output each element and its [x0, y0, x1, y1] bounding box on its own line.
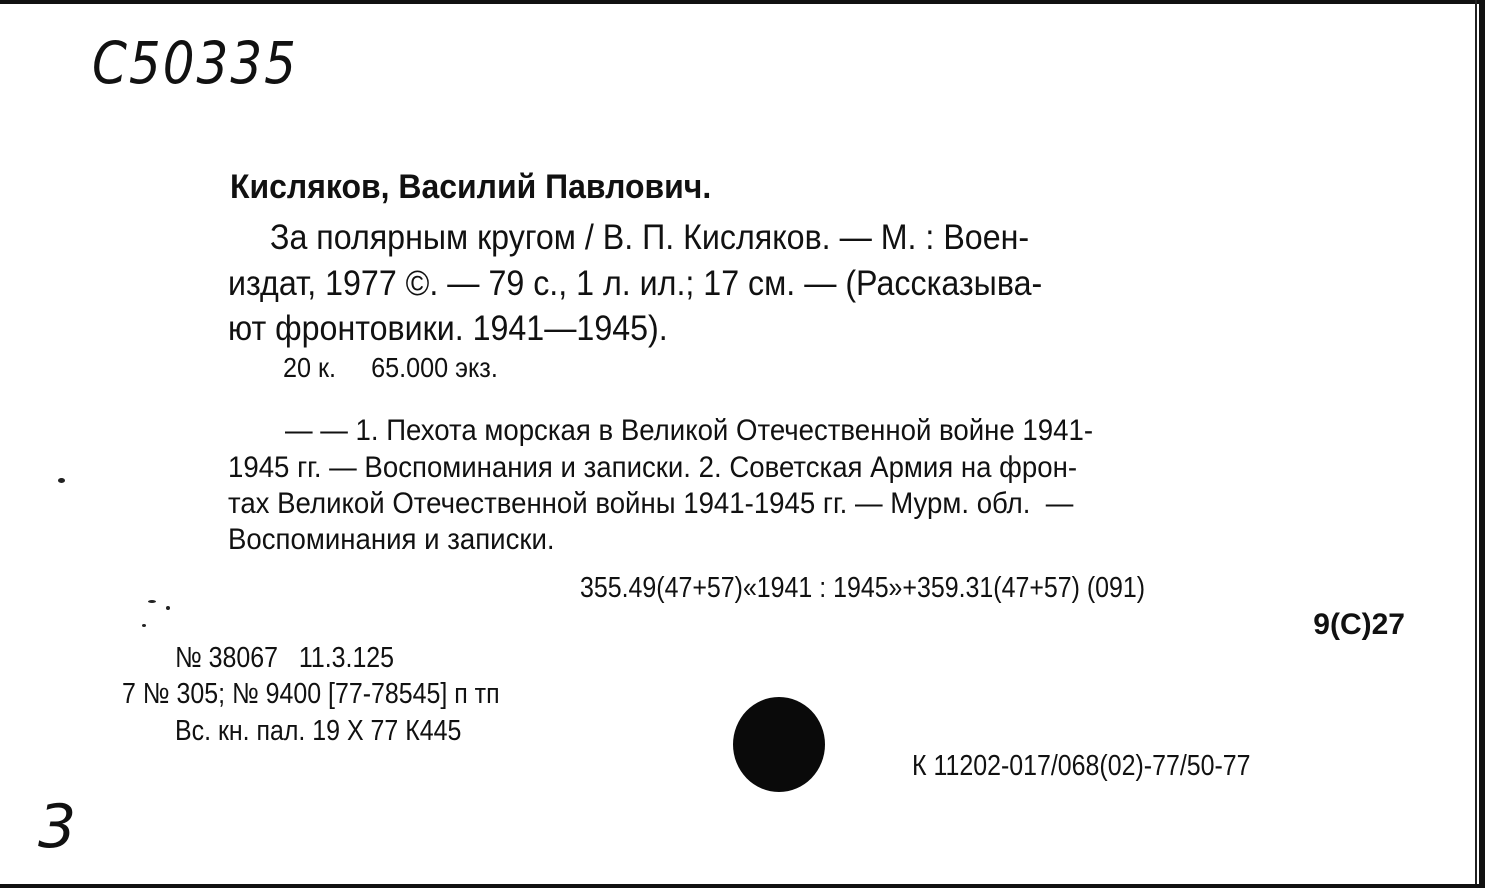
- subject-line-2: 1945 гг. — Воспоминания и записки. 2. Советская Армия на фрон-: [228, 451, 1078, 484]
- registry-line-2: 7 № 305; № 9400 [77-78545] п тп: [122, 678, 500, 710]
- pencil-mark: 3: [38, 792, 77, 862]
- card-inner-rule: [1475, 0, 1477, 888]
- price-and-print-run: 20 к. 65.000 экз.: [283, 352, 498, 383]
- description-line-2: издат, 1977 ©. — 79 с., 1 л. ил.; 17 см. — (Рассказыва-: [228, 264, 1043, 303]
- handwritten-shelf-code: C50335: [92, 30, 298, 97]
- subject-line-4: Воспоминания и записки.: [228, 523, 555, 556]
- ink-speck: [148, 600, 156, 603]
- ink-speck: [142, 624, 146, 627]
- author-heading: Кисляков, Василий Павлович.: [230, 168, 712, 206]
- card-punch-hole: [733, 697, 825, 792]
- card-bottom-edge: [0, 884, 1485, 888]
- description-line-1: За полярным кругом / В. П. Кисляков. — М. : Воен-: [270, 218, 1030, 257]
- card-right-edge: [1479, 0, 1485, 888]
- publisher-index: К 11202-017/068(02)-77/50-77: [912, 750, 1251, 782]
- classification-short: 9(С)27: [1313, 608, 1405, 641]
- card-top-edge: [0, 0, 1485, 4]
- subject-line-1: — — 1. Пехота морская в Великой Отечественной войне 1941-: [285, 414, 1094, 447]
- ink-speck: [58, 478, 65, 483]
- description-line-3: ют фронтовики. 1941—1945).: [228, 309, 668, 348]
- ink-speck: [166, 606, 170, 610]
- subject-line-3: тах Великой Отечественной войны 1941-1945 гг. — Мурм. обл. —: [228, 487, 1074, 520]
- registry-line-3: Вс. кн. пал. 19 X 77 К445: [175, 715, 462, 747]
- classification-index: 355.49(47+57)«1941 : 1945»+359.31(47+57) (091): [580, 572, 1146, 604]
- registry-line-1: № 38067 11.3.125: [175, 642, 395, 674]
